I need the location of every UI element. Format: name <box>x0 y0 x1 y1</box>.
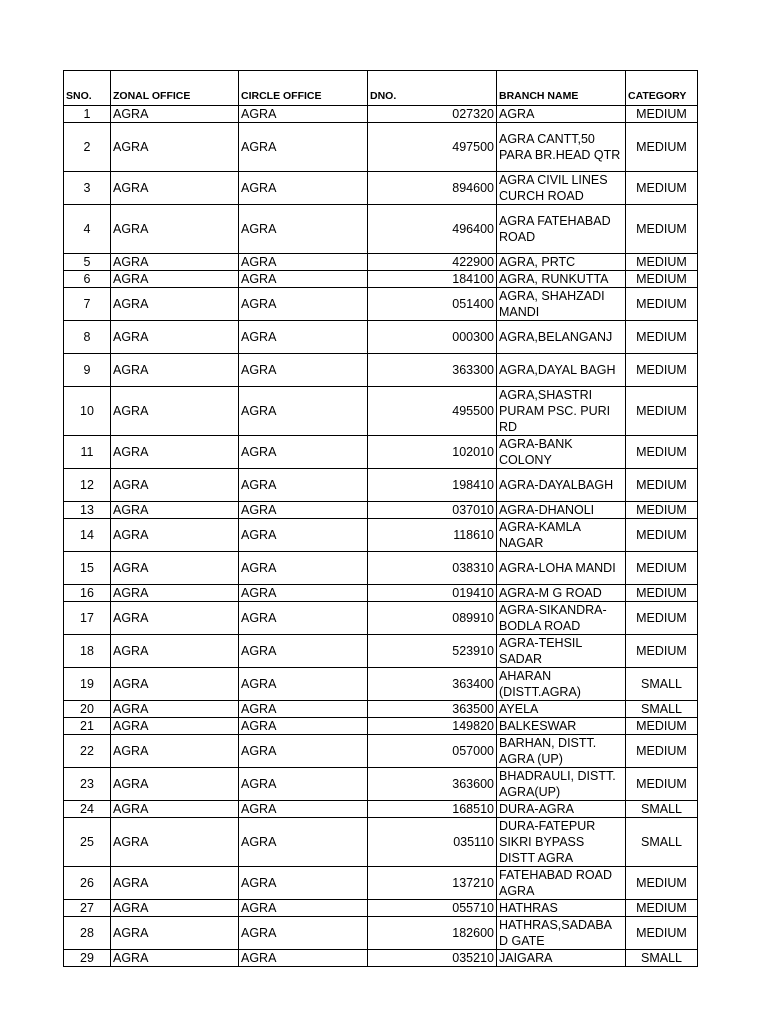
cell-sno: 25 <box>64 818 111 867</box>
header-category: CATEGORY <box>626 71 698 106</box>
cell-sno: 15 <box>64 552 111 585</box>
cell-sno: 6 <box>64 271 111 288</box>
cell-branch-name: BARHAN, DISTT. AGRA (UP) <box>497 735 626 768</box>
table-row <box>64 254 698 271</box>
cell-zonal-office: AGRA <box>111 701 239 718</box>
cell-sno: 18 <box>64 635 111 668</box>
cell-circle-office: AGRA <box>239 635 368 668</box>
cell-category: MEDIUM <box>626 469 698 502</box>
cell-dno: 495500 <box>368 387 497 436</box>
cell-circle-office: AGRA <box>239 801 368 818</box>
cell-dno: 198410 <box>368 469 497 502</box>
cell-zonal-office: AGRA <box>111 436 239 469</box>
cell-sno: 2 <box>64 123 111 172</box>
cell-circle-office: AGRA <box>239 818 368 867</box>
cell-branch-name: AGRA-DHANOLI <box>497 502 626 519</box>
table-row <box>64 519 698 552</box>
cell-dno: 149820 <box>368 718 497 735</box>
cell-circle-office: AGRA <box>239 668 368 701</box>
cell-branch-name: AGRA-KAMLA NAGAR <box>497 519 626 552</box>
cell-circle-office: AGRA <box>239 867 368 900</box>
cell-sno: 13 <box>64 502 111 519</box>
cell-branch-name: AGRA,BELANGANJ <box>497 321 626 354</box>
cell-zonal-office: AGRA <box>111 254 239 271</box>
cell-sno: 1 <box>64 106 111 123</box>
cell-category: SMALL <box>626 818 698 867</box>
cell-dno: 168510 <box>368 801 497 818</box>
table-row <box>64 735 698 768</box>
header-circle-office: CIRCLE OFFICE <box>239 71 368 106</box>
table-row <box>64 123 698 172</box>
cell-dno: 363300 <box>368 354 497 387</box>
cell-branch-name: BHADRAULI, DISTT. AGRA(UP) <box>497 768 626 801</box>
cell-sno: 16 <box>64 585 111 602</box>
table-row <box>64 271 698 288</box>
cell-branch-name: AGRA FATEHABAD ROAD <box>497 205 626 254</box>
cell-dno: 894600 <box>368 172 497 205</box>
cell-branch-name: AGRA-DAYALBAGH <box>497 469 626 502</box>
table-row <box>64 106 698 123</box>
cell-category: MEDIUM <box>626 900 698 917</box>
cell-branch-name: FATEHABAD ROAD AGRA <box>497 867 626 900</box>
table-row <box>64 172 698 205</box>
table-row <box>64 818 698 867</box>
cell-branch-name: BALKESWAR <box>497 718 626 735</box>
cell-circle-office: AGRA <box>239 271 368 288</box>
table-row <box>64 768 698 801</box>
table-row <box>64 585 698 602</box>
cell-zonal-office: AGRA <box>111 635 239 668</box>
cell-category: MEDIUM <box>626 288 698 321</box>
header-dno: DNO. <box>368 71 497 106</box>
cell-circle-office: AGRA <box>239 387 368 436</box>
cell-circle-office: AGRA <box>239 321 368 354</box>
table-row <box>64 900 698 917</box>
cell-zonal-office: AGRA <box>111 818 239 867</box>
cell-sno: 9 <box>64 354 111 387</box>
cell-circle-office: AGRA <box>239 254 368 271</box>
cell-zonal-office: AGRA <box>111 519 239 552</box>
cell-zonal-office: AGRA <box>111 288 239 321</box>
table-row <box>64 288 698 321</box>
cell-dno: 051400 <box>368 288 497 321</box>
cell-category: MEDIUM <box>626 718 698 735</box>
cell-branch-name: AGRA, RUNKUTTA <box>497 271 626 288</box>
cell-circle-office: AGRA <box>239 950 368 967</box>
cell-branch-name: AGRA CIVIL LINES CURCH ROAD <box>497 172 626 205</box>
cell-category: MEDIUM <box>626 917 698 950</box>
cell-zonal-office: AGRA <box>111 354 239 387</box>
cell-sno: 27 <box>64 900 111 917</box>
cell-dno: 523910 <box>368 635 497 668</box>
cell-category: MEDIUM <box>626 635 698 668</box>
cell-sno: 3 <box>64 172 111 205</box>
cell-circle-office: AGRA <box>239 502 368 519</box>
cell-zonal-office: AGRA <box>111 950 239 967</box>
cell-circle-office: AGRA <box>239 768 368 801</box>
cell-sno: 24 <box>64 801 111 818</box>
cell-dno: 000300 <box>368 321 497 354</box>
cell-category: MEDIUM <box>626 205 698 254</box>
cell-branch-name: AGRA,DAYAL BAGH <box>497 354 626 387</box>
cell-circle-office: AGRA <box>239 585 368 602</box>
cell-circle-office: AGRA <box>239 718 368 735</box>
cell-branch-name: AGRA-TEHSIL SADAR <box>497 635 626 668</box>
cell-dno: 089910 <box>368 602 497 635</box>
cell-dno: 363400 <box>368 668 497 701</box>
cell-circle-office: AGRA <box>239 106 368 123</box>
cell-branch-name: AHARAN (DISTT.AGRA) <box>497 668 626 701</box>
cell-category: SMALL <box>626 701 698 718</box>
cell-circle-office: AGRA <box>239 900 368 917</box>
cell-zonal-office: AGRA <box>111 321 239 354</box>
cell-category: MEDIUM <box>626 602 698 635</box>
cell-sno: 8 <box>64 321 111 354</box>
cell-dno: 118610 <box>368 519 497 552</box>
cell-circle-office: AGRA <box>239 436 368 469</box>
cell-category: SMALL <box>626 668 698 701</box>
table-row <box>64 718 698 735</box>
table-row <box>64 321 698 354</box>
table-row <box>64 701 698 718</box>
cell-zonal-office: AGRA <box>111 502 239 519</box>
cell-dno: 496400 <box>368 205 497 254</box>
cell-zonal-office: AGRA <box>111 917 239 950</box>
cell-branch-name: AGRA,SHASTRI PURAM PSC. PURI RD <box>497 387 626 436</box>
cell-category: MEDIUM <box>626 321 698 354</box>
cell-circle-office: AGRA <box>239 917 368 950</box>
cell-dno: 057000 <box>368 735 497 768</box>
cell-sno: 5 <box>64 254 111 271</box>
cell-zonal-office: AGRA <box>111 123 239 172</box>
cell-zonal-office: AGRA <box>111 552 239 585</box>
cell-dno: 035210 <box>368 950 497 967</box>
cell-branch-name: AYELA <box>497 701 626 718</box>
cell-branch-name: AGRA <box>497 106 626 123</box>
table-row <box>64 602 698 635</box>
cell-category: MEDIUM <box>626 552 698 585</box>
table-row <box>64 469 698 502</box>
cell-sno: 4 <box>64 205 111 254</box>
cell-zonal-office: AGRA <box>111 387 239 436</box>
cell-category: MEDIUM <box>626 123 698 172</box>
cell-zonal-office: AGRA <box>111 602 239 635</box>
cell-category: MEDIUM <box>626 585 698 602</box>
cell-category: SMALL <box>626 801 698 818</box>
cell-sno: 10 <box>64 387 111 436</box>
cell-dno: 102010 <box>368 436 497 469</box>
cell-sno: 12 <box>64 469 111 502</box>
cell-dno: 035110 <box>368 818 497 867</box>
cell-dno: 363600 <box>368 768 497 801</box>
cell-zonal-office: AGRA <box>111 867 239 900</box>
cell-zonal-office: AGRA <box>111 768 239 801</box>
cell-zonal-office: AGRA <box>111 900 239 917</box>
cell-category: MEDIUM <box>626 354 698 387</box>
header-row <box>64 71 698 106</box>
cell-sno: 21 <box>64 718 111 735</box>
cell-dno: 184100 <box>368 271 497 288</box>
cell-branch-name: DURA-FATEPUR SIKRI BYPASS DISTT AGRA <box>497 818 626 867</box>
cell-dno: 422900 <box>368 254 497 271</box>
table-row <box>64 552 698 585</box>
cell-sno: 20 <box>64 701 111 718</box>
cell-branch-name: AGRA-M G ROAD <box>497 585 626 602</box>
cell-branch-name: HATHRAS <box>497 900 626 917</box>
cell-zonal-office: AGRA <box>111 801 239 818</box>
cell-branch-name: AGRA, SHAHZADI MANDI <box>497 288 626 321</box>
header-branch-name: BRANCH NAME <box>497 71 626 106</box>
cell-dno: 137210 <box>368 867 497 900</box>
cell-branch-name: AGRA, PRTC <box>497 254 626 271</box>
cell-zonal-office: AGRA <box>111 585 239 602</box>
table-row <box>64 205 698 254</box>
cell-category: MEDIUM <box>626 172 698 205</box>
cell-dno: 019410 <box>368 585 497 602</box>
cell-branch-name: HATHRAS,SADABA D GATE <box>497 917 626 950</box>
cell-category: MEDIUM <box>626 254 698 271</box>
cell-zonal-office: AGRA <box>111 668 239 701</box>
cell-sno: 11 <box>64 436 111 469</box>
cell-circle-office: AGRA <box>239 205 368 254</box>
cell-sno: 17 <box>64 602 111 635</box>
cell-zonal-office: AGRA <box>111 718 239 735</box>
cell-sno: 19 <box>64 668 111 701</box>
table-row <box>64 354 698 387</box>
cell-circle-office: AGRA <box>239 288 368 321</box>
cell-zonal-office: AGRA <box>111 106 239 123</box>
cell-sno: 23 <box>64 768 111 801</box>
cell-branch-name: JAIGARA <box>497 950 626 967</box>
table-row <box>64 917 698 950</box>
cell-sno: 7 <box>64 288 111 321</box>
cell-category: SMALL <box>626 950 698 967</box>
cell-circle-office: AGRA <box>239 519 368 552</box>
table-row <box>64 436 698 469</box>
cell-category: MEDIUM <box>626 867 698 900</box>
cell-circle-office: AGRA <box>239 123 368 172</box>
cell-category: MEDIUM <box>626 735 698 768</box>
cell-branch-name: AGRA-BANK COLONY <box>497 436 626 469</box>
cell-zonal-office: AGRA <box>111 271 239 288</box>
table-row <box>64 502 698 519</box>
cell-dno: 027320 <box>368 106 497 123</box>
cell-circle-office: AGRA <box>239 552 368 585</box>
cell-category: MEDIUM <box>626 768 698 801</box>
cell-category: MEDIUM <box>626 387 698 436</box>
table-row <box>64 387 698 436</box>
header-sno: SNO. <box>64 71 111 106</box>
cell-zonal-office: AGRA <box>111 735 239 768</box>
cell-circle-office: AGRA <box>239 735 368 768</box>
cell-sno: 14 <box>64 519 111 552</box>
cell-dno: 038310 <box>368 552 497 585</box>
header-zonal-office: ZONAL OFFICE <box>111 71 239 106</box>
table-row <box>64 801 698 818</box>
cell-sno: 22 <box>64 735 111 768</box>
table-row <box>64 950 698 967</box>
cell-zonal-office: AGRA <box>111 205 239 254</box>
cell-dno: 037010 <box>368 502 497 519</box>
cell-category: MEDIUM <box>626 519 698 552</box>
cell-branch-name: AGRA-LOHA MANDI <box>497 552 626 585</box>
cell-category: MEDIUM <box>626 436 698 469</box>
cell-dno: 055710 <box>368 900 497 917</box>
cell-circle-office: AGRA <box>239 701 368 718</box>
table-row <box>64 668 698 701</box>
cell-dno: 363500 <box>368 701 497 718</box>
cell-sno: 28 <box>64 917 111 950</box>
cell-category: MEDIUM <box>626 502 698 519</box>
table-row <box>64 867 698 900</box>
cell-branch-name: AGRA CANTT,50 PARA BR.HEAD QTR <box>497 123 626 172</box>
cell-branch-name: DURA-AGRA <box>497 801 626 818</box>
cell-circle-office: AGRA <box>239 354 368 387</box>
cell-category: MEDIUM <box>626 106 698 123</box>
cell-dno: 182600 <box>368 917 497 950</box>
cell-sno: 26 <box>64 867 111 900</box>
cell-branch-name: AGRA-SIKANDRA-BODLA ROAD <box>497 602 626 635</box>
cell-zonal-office: AGRA <box>111 469 239 502</box>
cell-category: MEDIUM <box>626 271 698 288</box>
cell-circle-office: AGRA <box>239 469 368 502</box>
cell-zonal-office: AGRA <box>111 172 239 205</box>
cell-circle-office: AGRA <box>239 172 368 205</box>
branch-table <box>63 70 698 967</box>
cell-dno: 497500 <box>368 123 497 172</box>
cell-sno: 29 <box>64 950 111 967</box>
cell-circle-office: AGRA <box>239 602 368 635</box>
table-row <box>64 635 698 668</box>
